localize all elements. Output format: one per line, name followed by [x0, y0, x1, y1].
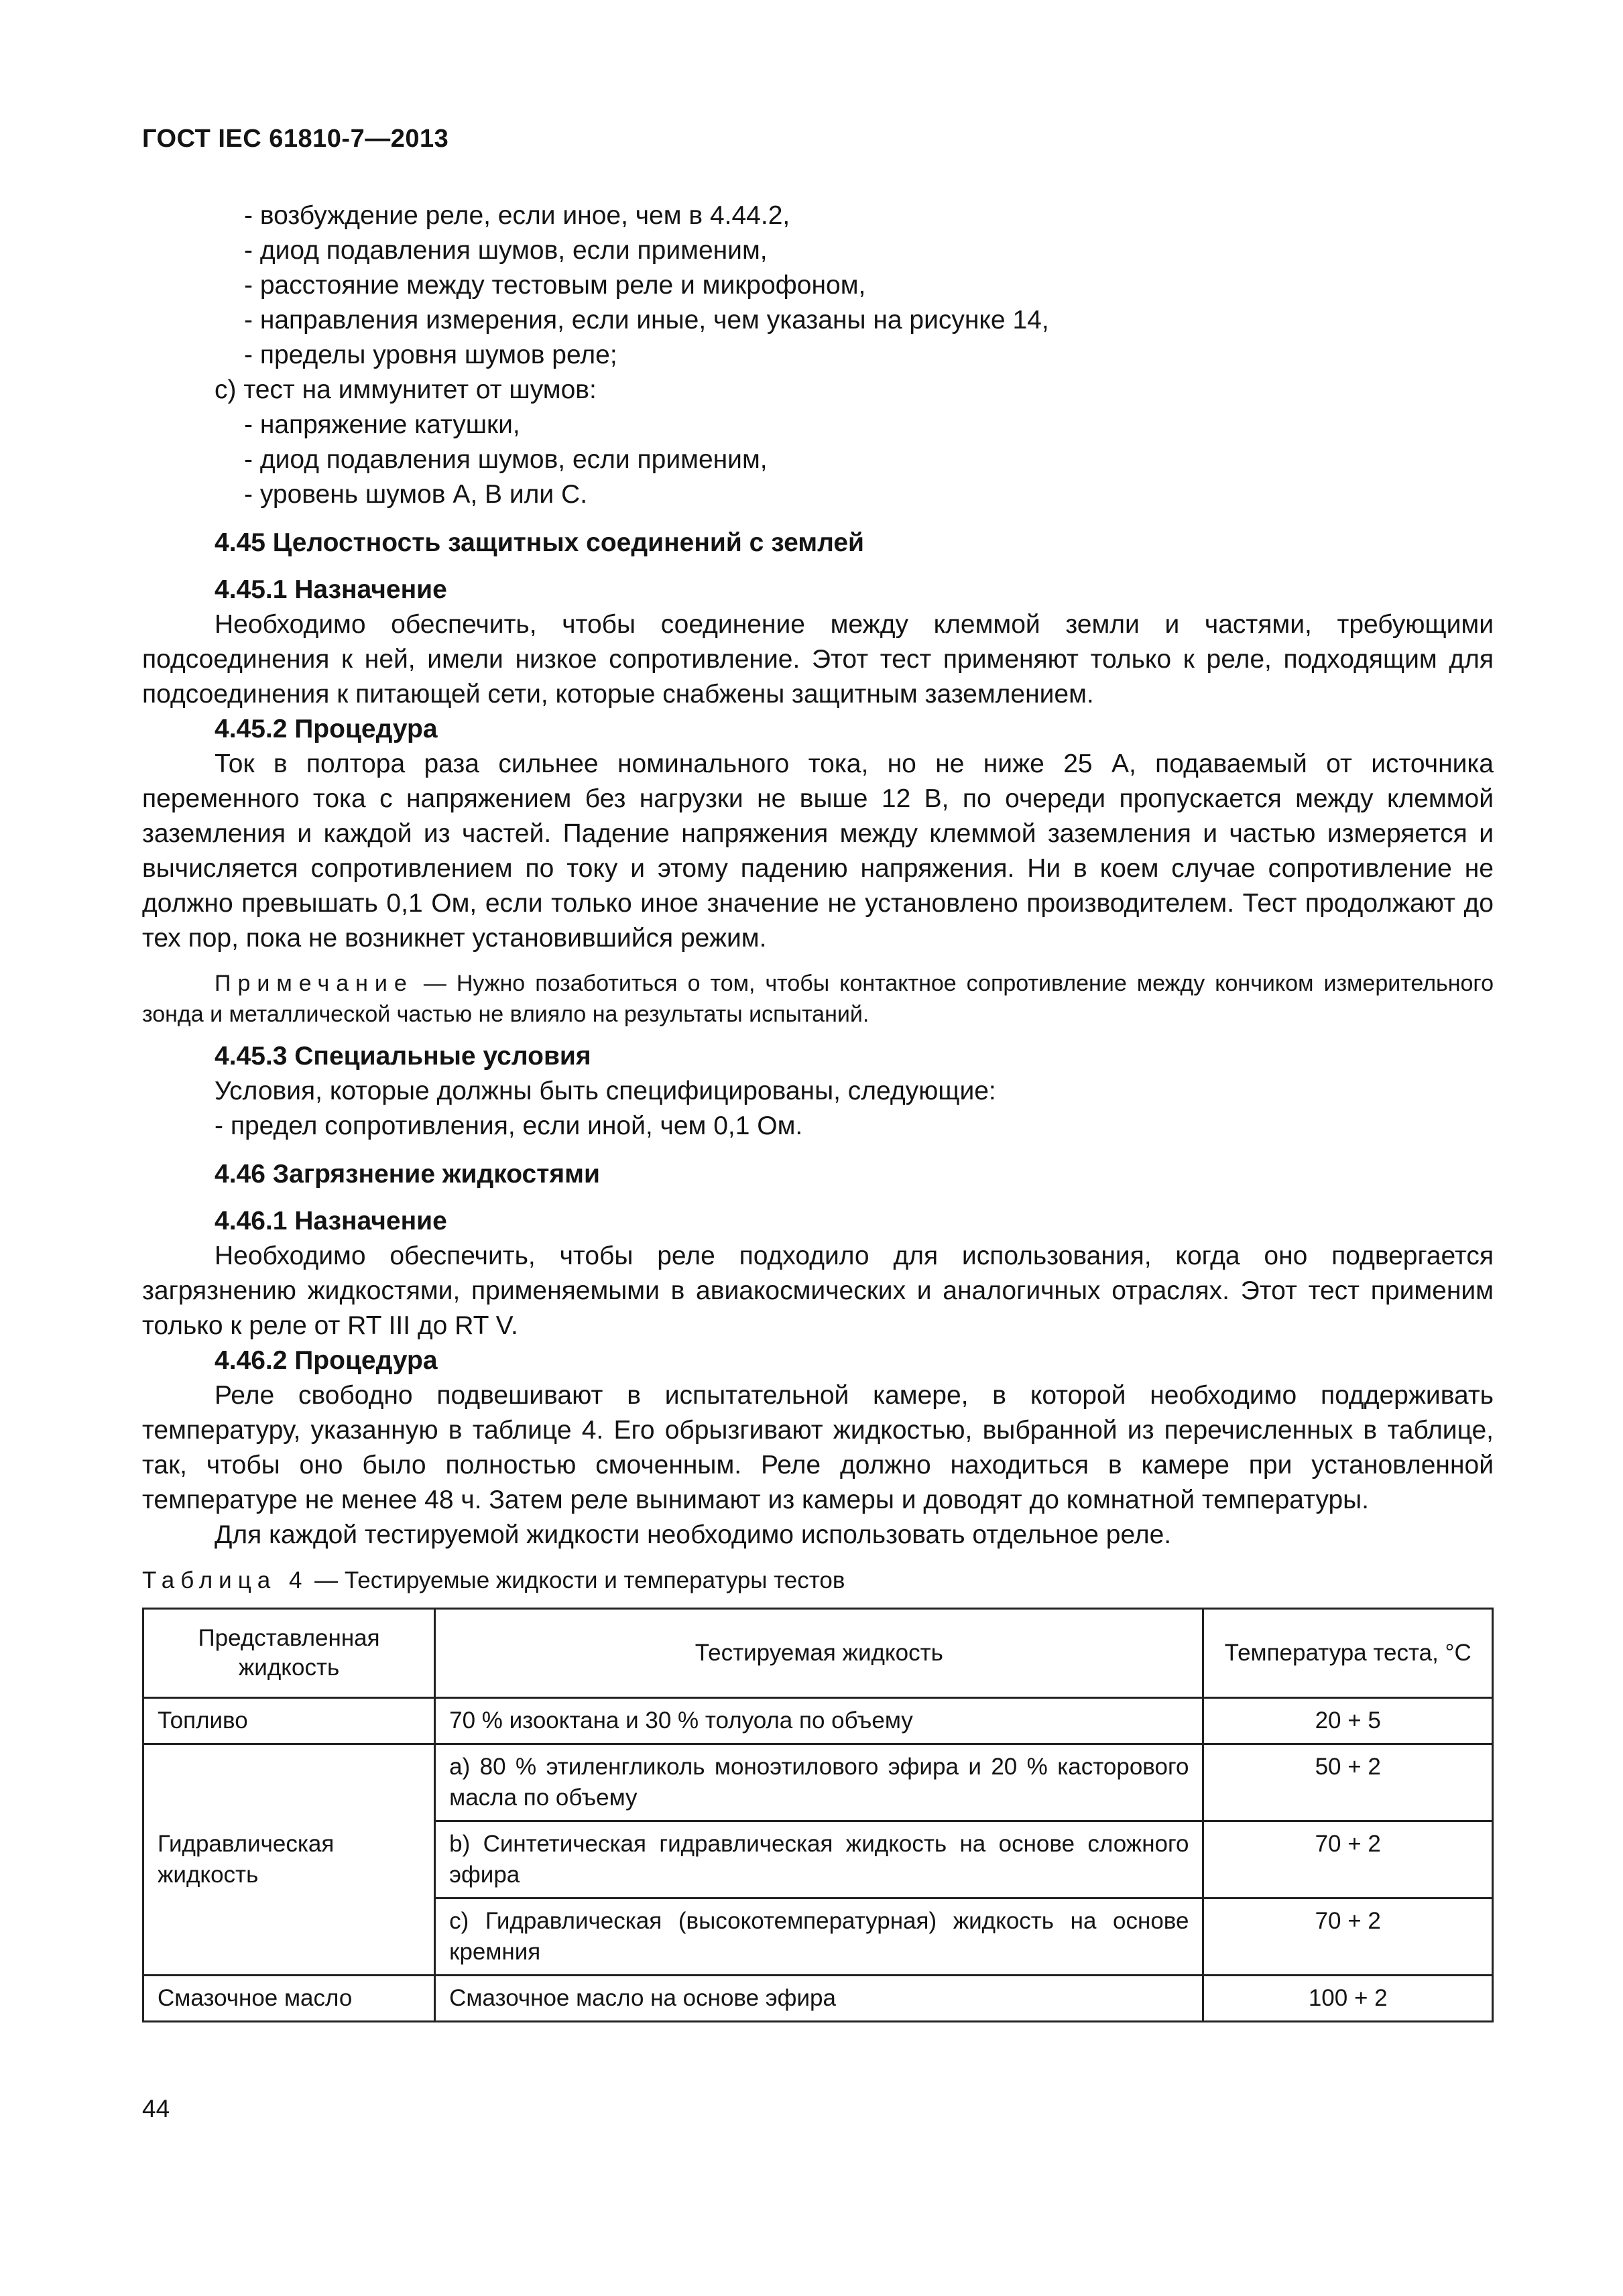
column-header: Представленная жидкость — [143, 1609, 435, 1698]
table-caption-label: Таблица 4 — [142, 1567, 308, 1593]
paragraph: Условия, которые должны быть специфицированы, следующие: — [215, 1077, 996, 1105]
list-item: - диод подавления шумов, если применим, — [244, 236, 768, 265]
table-row — [143, 1976, 1493, 2022]
column-header: Температура теста, °С — [1203, 1609, 1493, 1698]
table-caption-text: — Тестируемые жидкости и температуры тестов — [308, 1567, 845, 1593]
table-row — [143, 1744, 1493, 1821]
paragraph: Реле свободно подвешивают в испытательной камере, в которой необходимо поддерживать температуру, указанную в таблице 4. Его обрызгивают жидкостью, выбранной из перечисленных в таблице, так, чтобы оно было полностью смоченным. Реле должно находиться в камере при установленной температуре не менее 48 ч. Затем реле вынимают из камеры и доводят до комнатной температуры. — [142, 1381, 1494, 1514]
list-item: - уровень шумов А, В или С. — [244, 480, 588, 509]
table-header-row — [143, 1609, 1493, 1698]
body-text — [142, 198, 1494, 1553]
table-cell: b) Синтетическая гидравлическая жидкость на основе сложного эфира — [435, 1821, 1203, 1898]
table-cell: Гидравлическая жидкость — [143, 1744, 435, 1976]
table-cell: a) 80 % этиленгликоль моноэтилового эфира и 20 % касторового масла по объему — [435, 1744, 1203, 1821]
table-cell: 70 % изооктана и 30 % толуола по объему — [435, 1698, 1203, 1744]
list-item: - возбуждение реле, если иное, чем в 4.44.2, — [244, 201, 790, 230]
document-header: ГОСТ IEC 61810-7—2013 — [142, 125, 449, 153]
table-caption — [142, 1567, 845, 1594]
paragraph: Ток в полтора раза сильнее номинального тока, но не ниже 25 А, подаваемый от источника переменного тока с напряжением без нагрузки не выше 12 В, по очереди пропускается между клеммой заземления и каждой из частей. Падение напряжения между клеммой заземления и частью измеряется и вычисляется сопротивлением по току и этому падению напряжения. Ни в коем случае сопротивление не должно превышать 0,1 Ом, если только иное значение не установлено производителем. Тест продолжают до тех пор, пока не возникнет установившийся режим. — [142, 749, 1494, 953]
liquids-table — [142, 1608, 1494, 2022]
page-number: 44 — [142, 2095, 170, 2122]
table-cell: 70 + 2 — [1203, 1821, 1493, 1898]
table-cell: Смазочное масло — [143, 1976, 435, 2022]
paragraph: Необходимо обеспечить, чтобы реле подходило для использования, когда оно подвергается загрязнению жидкостями, применяемыми в авиакосмических и аналогичных отраслях. Этот тест применим только к реле от RT III до RT V. — [142, 1242, 1494, 1340]
table-cell: Топливо — [143, 1698, 435, 1744]
list-item: - пределы уровня шумов реле; — [244, 341, 617, 369]
table-row — [143, 1698, 1493, 1744]
list-item: - направления измерения, если иные, чем указаны на рисунке 14, — [244, 306, 1049, 335]
table-cell: Смазочное масло на основе эфира — [435, 1976, 1203, 2022]
note — [142, 968, 1494, 1030]
subsection-heading: 4.45.1 Назначение — [215, 575, 447, 604]
table-cell: c) Гидравлическая (высокотемпературная) жидкость на основе кремния — [435, 1898, 1203, 1976]
paragraph: Для каждой тестируемой жидкости необходимо использовать отдельное реле. — [215, 1520, 1172, 1549]
list-item: - диод подавления шумов, если применим, — [244, 445, 768, 474]
section-heading: 4.45 Целостность защитных соединений с землей — [215, 528, 865, 557]
list-item: - напряжение катушки, — [244, 410, 520, 439]
note-text: — Нужно позаботиться о том, чтобы контактное сопротивление между кончиком измерительного зонда и металлической частью не влияло на результаты испытаний. — [142, 971, 1494, 1027]
list-heading: с) тест на иммунитет от шумов: — [215, 375, 597, 404]
list-item: - предел сопротивления, если иной, чем 0,1 Ом. — [215, 1111, 803, 1140]
paragraph: Необходимо обеспечить, чтобы соединение между клеммой земли и частями, требующими подсоединения к ней, имели низкое сопротивление. Этот тест применяют только к реле, подходящим для подсоединения к питающей сети, которые снабжены защитным заземлением. — [142, 610, 1494, 709]
table-cell: 100 + 2 — [1203, 1976, 1493, 2022]
table-cell: 70 + 2 — [1203, 1898, 1493, 1976]
table-cell: 50 + 2 — [1203, 1744, 1493, 1821]
subsection-heading: 4.46.1 Назначение — [215, 1207, 447, 1235]
table-cell: 20 + 5 — [1203, 1698, 1493, 1744]
column-header: Тестируемая жидкость — [435, 1609, 1203, 1698]
note-label: Примечание — [215, 971, 414, 996]
subsection-heading: 4.46.2 Процедура — [215, 1346, 438, 1375]
section-heading: 4.46 Загрязнение жидкостями — [215, 1160, 600, 1189]
subsection-heading: 4.45.2 Процедура — [215, 715, 438, 743]
list-item: - расстояние между тестовым реле и микрофоном, — [244, 271, 866, 300]
subsection-heading: 4.45.3 Специальные условия — [215, 1042, 591, 1071]
